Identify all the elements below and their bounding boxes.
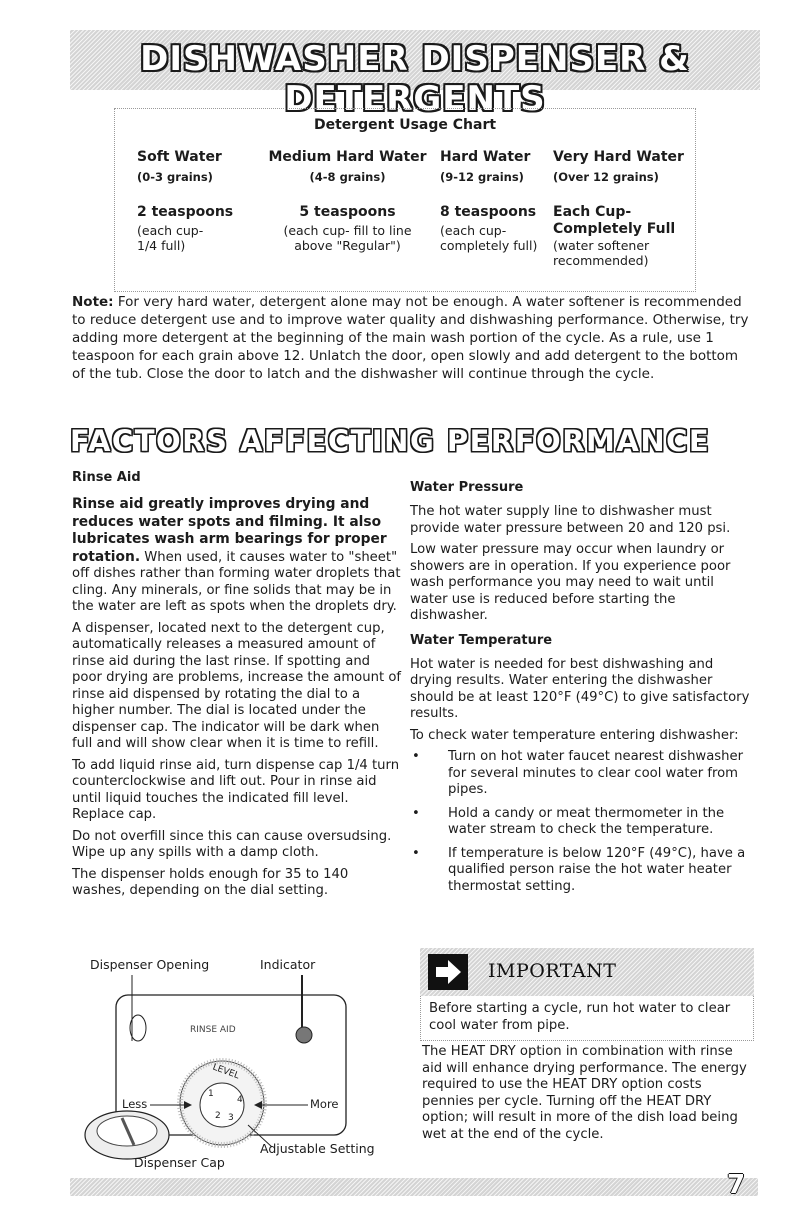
chart-column-medium-hard-water	[265, 149, 430, 253]
list-item	[410, 806, 755, 839]
list-item-text: If temperature is below 120°F (49°C), have a qualified person raise the hot water heater thermostat setting.	[448, 845, 746, 894]
column-details	[265, 223, 430, 253]
column-amount: 5 teaspoons	[299, 204, 396, 220]
important-banner	[420, 948, 754, 996]
column-heading: Medium Hard Water	[268, 149, 427, 165]
page-number: 7	[727, 1170, 746, 1200]
column-amount	[553, 204, 689, 238]
column-grains: (4-8 grains)	[309, 170, 386, 184]
water-temperature-heading: Water Temperature	[410, 632, 553, 648]
column-amount: 8 teaspoons	[440, 204, 537, 220]
water-section	[410, 480, 755, 902]
label-rinse-aid: RINSE AID	[190, 1025, 236, 1035]
column-heading: Soft Water	[137, 149, 222, 165]
label-more: More	[310, 1097, 339, 1111]
column-grains: (0-3 grains)	[137, 170, 213, 184]
indicator-dot	[296, 1027, 312, 1043]
chart-column-soft-water	[137, 149, 233, 253]
column-heading: Hard Water	[440, 149, 531, 165]
dial-inner	[200, 1083, 244, 1127]
water-pressure-heading: Water Pressure	[410, 480, 524, 495]
rinse-aid-lead: Rinse aid greatly improves drying and reduces water spots and filming. It also lubricates wash arm bearings for proper rotation.	[72, 496, 387, 565]
water-temperature-paragraph: Hot water is needed for best dishwashing and drying results. Water entering the dishwasher should be at least 120°F (49°C) to give satisfactory results.	[410, 656, 750, 721]
label-indicator: Indicator	[260, 957, 316, 972]
label-level: LEVEL	[211, 1062, 241, 1082]
detail-line: (each cup-	[137, 223, 204, 238]
label-dispenser-cap: Dispenser Cap	[134, 1155, 225, 1170]
chart-title: Detergent Usage Chart	[313, 117, 497, 133]
list-item	[410, 846, 755, 896]
water-temperature-paragraph: To check water temperature entering dishwasher:	[410, 727, 739, 743]
detail-line: recommended)	[553, 253, 649, 268]
detail-line: above "Regular")	[294, 238, 401, 253]
important-label: IMPORTANT	[488, 960, 617, 982]
bullet-icon: •	[412, 845, 420, 861]
column-grains: (9-12 grains)	[440, 170, 524, 184]
note-text: For very hard water, detergent alone may not be enough. A water softener is recommended to reduce detergent use and to improve water quality and dishwashing performance. Otherwise, try adding more detergent at the beginning of the main wash portion of the cycle. As a rule, use 1 teaspoon for each grain above 12. Unlatch the door, open slowly and add detergent to the bottom of the tub. Close the door to latch and the dishwasher will continue through the cycle.	[72, 294, 749, 382]
rinse-aid-paragraph: The dispenser holds enough for 35 to 140 washes, depending on the dial setting.	[72, 866, 349, 898]
column-details	[440, 223, 537, 253]
list-item-text: Hold a candy or meat thermometer in the water stream to check the temperature.	[448, 805, 725, 837]
temperature-check-list	[410, 749, 755, 895]
bullet-icon: •	[412, 749, 420, 764]
chart-column-hard-water	[440, 149, 537, 253]
column-details	[137, 223, 233, 253]
amount-line: Each Cup-	[553, 204, 632, 220]
page-title: DISHWASHER DISPENSER & DETERGENTS	[140, 39, 690, 119]
rinse-aid-paragraph: A dispenser, located next to the detergent cup, automatically releases a measured amount of rinse aid during the last rinse. If spotting and poor drying are problems, increase the amount of rinse aid dispensed by rotating the dial to a higher number. The dial is located under the dispenser cap. The indicator will be dark when full and will show clear when it is time to refill.	[72, 620, 402, 751]
label-adjustable-setting: Adjustable Setting	[260, 1141, 375, 1156]
column-heading: Very Hard Water	[553, 149, 684, 165]
rinse-aid-paragraph: Do not overfill since this can cause oversudsing. Wipe up any spills with a damp cloth.	[72, 828, 392, 860]
detail-line: completely full)	[440, 238, 538, 253]
arrow-right-icon	[428, 954, 468, 990]
bullet-icon: •	[412, 805, 420, 821]
list-item-text: Turn on hot water faucet nearest dishwasher for several minutes to clear cool water from pipes.	[448, 749, 744, 797]
rinse-aid-dispenser-diagram	[72, 955, 402, 1175]
column-details	[553, 238, 689, 268]
rinse-aid-lead-rest: When used, it causes water to "sheet" off dishes rather than forming water droplets that cling. Any minerals, or fine solids that may be in the water are left as spots when the droplets dry.	[72, 549, 401, 614]
rinse-aid-paragraph: To add liquid rinse aid, turn dispense cap 1/4 turn counterclockwise and lift out. Pour in rinse aid until liquid touches the indicated fill level. Replace cap.	[72, 757, 400, 822]
detail-line: (each cup-	[440, 223, 507, 238]
detail-line: (water softener	[553, 238, 650, 253]
arrow-right-icon-graphic	[428, 954, 468, 990]
rinse-aid-intro	[72, 496, 402, 616]
chart-column-very-hard-water	[553, 149, 689, 268]
detail-line: (each cup- fill to line	[283, 223, 412, 238]
column-grains: (Over 12 grains)	[553, 170, 659, 184]
dial-number: 2	[215, 1111, 221, 1121]
column-amount: 2 teaspoons	[137, 204, 234, 220]
heat-dry-paragraph: The HEAT DRY option in combination with rinse aid will enhance drying performance. The energy required to use the HEAT DRY option costs pennies per cycle. Turning off the HEAT DRY option; will result in more of the dish load being wet at the end of the cycle.	[422, 1044, 747, 1142]
detail-line: 1/4 full)	[137, 238, 186, 253]
water-pressure-paragraph: Low water pressure may occur when laundry or showers are in operation. If you experience poor wash performance you may need to wait until water use is reduced before starting the dishwasher.	[410, 542, 731, 623]
water-pressure-paragraph: The hot water supply line to dishwasher must provide water pressure between 20 and 120 psi.	[410, 504, 731, 536]
rinse-aid-section	[72, 470, 402, 905]
rinse-aid-heading: Rinse Aid	[72, 470, 141, 485]
amount-line: Completely Full	[553, 221, 676, 237]
important-box	[420, 996, 754, 1041]
title-banner	[70, 30, 760, 119]
label-less: Less	[122, 1097, 148, 1111]
dial-number: 4	[237, 1095, 243, 1105]
note-paragraph	[72, 293, 752, 383]
dial-number: 1	[208, 1089, 214, 1099]
important-text: Before starting a cycle, run hot water to clear cool water from pipe.	[429, 1001, 731, 1033]
note-label: Note:	[72, 294, 114, 310]
footer-bar	[70, 1178, 758, 1196]
section-heading: FACTORS AFFECTING PERFORMANCE	[70, 424, 711, 458]
dial-number: 3	[228, 1113, 234, 1123]
label-dispenser-opening: Dispenser Opening	[90, 957, 210, 972]
detergent-usage-chart	[114, 108, 696, 292]
list-item	[410, 749, 755, 799]
